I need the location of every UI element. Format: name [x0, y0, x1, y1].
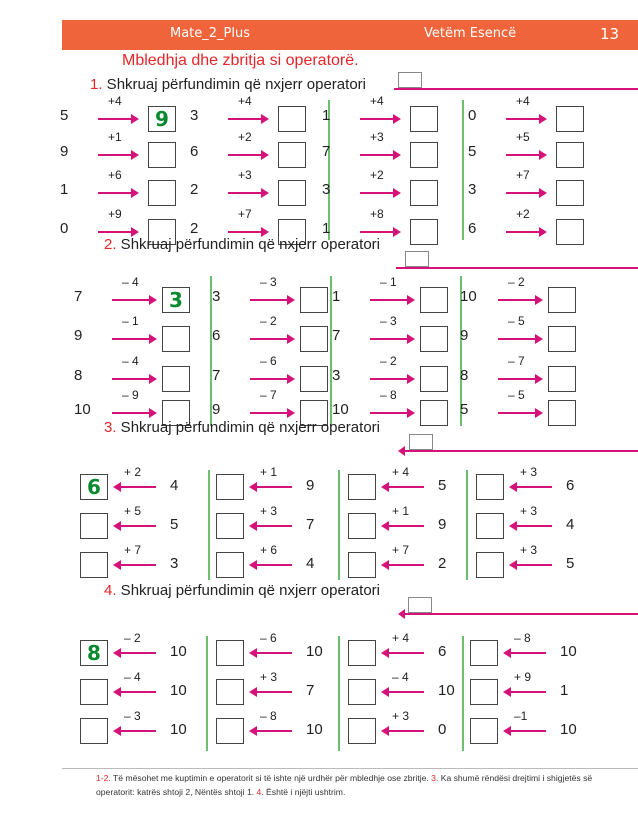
- operator-arrow-icon: [116, 486, 156, 488]
- operator-arrow-icon: [370, 338, 412, 340]
- operator-arrow-icon: [384, 486, 424, 488]
- start-number: 10: [74, 401, 91, 418]
- answer-box[interactable]: [80, 679, 108, 705]
- operator-arrow-icon: [506, 730, 546, 732]
- start-number: 3: [468, 181, 477, 198]
- operator-arrow-icon: [400, 613, 638, 615]
- start-number: 10: [332, 401, 349, 418]
- operator-arrow-icon: [250, 378, 292, 380]
- start-number: 1: [560, 682, 569, 699]
- operator-label: – 7: [260, 388, 277, 402]
- operator-label: –1: [514, 709, 528, 723]
- answer-box[interactable]: [80, 552, 108, 578]
- start-number: 9: [460, 327, 469, 344]
- operator-label: – 6: [260, 631, 277, 645]
- operator-arrow-icon: [98, 118, 136, 120]
- start-number: 2: [190, 181, 199, 198]
- operator-arrow-icon: [112, 378, 154, 380]
- operator-arrow-icon: [250, 412, 292, 414]
- answer-box[interactable]: [162, 326, 190, 352]
- start-number: 6: [566, 477, 575, 494]
- operator-label: + 1: [392, 504, 410, 518]
- start-number: 4: [306, 555, 315, 572]
- answer-box[interactable]: [148, 180, 176, 206]
- operator-label: +2: [238, 130, 252, 144]
- column-divider: [466, 470, 468, 580]
- operator-arrow-icon: [370, 412, 412, 414]
- operator-label: +2: [516, 207, 530, 221]
- operator-label: – 8: [380, 388, 397, 402]
- start-number: 7: [306, 516, 315, 533]
- answer-box[interactable]: [216, 513, 244, 539]
- start-number: 5: [438, 477, 447, 494]
- start-number: 10: [170, 721, 187, 738]
- answer-box[interactable]: [410, 142, 438, 168]
- start-number: 4: [170, 477, 179, 494]
- operator-arrow-icon: [116, 730, 156, 732]
- operator-arrow-icon: [250, 299, 292, 301]
- answer-box[interactable]: [348, 513, 376, 539]
- start-number: 5: [60, 107, 69, 124]
- start-number: 0: [60, 220, 69, 237]
- answer-box[interactable]: 8: [80, 640, 108, 666]
- operator-arrow-icon: [228, 231, 266, 233]
- operator-label: +7: [516, 168, 530, 182]
- start-number: 2: [438, 555, 447, 572]
- operator-arrow-icon: [512, 486, 552, 488]
- start-number: 4: [566, 516, 575, 533]
- operator-box-icon: [398, 72, 422, 88]
- note-ref-3: 3.: [431, 773, 439, 783]
- operator-label: + 3: [520, 504, 538, 518]
- start-number: 2: [190, 220, 199, 237]
- start-number: 3: [190, 107, 199, 124]
- note-ref-1-2: 1-2.: [96, 773, 111, 783]
- operator-arrow-icon: [384, 652, 424, 654]
- note-text-1: Të mësohet me kuptimin e operatorit si të ishte një urdhër për mbledhje ose zbritje.: [110, 773, 432, 783]
- answer-box[interactable]: [548, 366, 576, 392]
- operator-arrow-icon: [252, 730, 292, 732]
- operator-arrow-icon: [228, 154, 266, 156]
- answer-box[interactable]: [348, 718, 376, 744]
- answer-box[interactable]: [548, 287, 576, 313]
- section-instruction: Shkruaj përfundimin që nxjerr operatori: [116, 419, 380, 436]
- operator-box-icon: [409, 434, 433, 450]
- start-number: 10: [170, 682, 187, 699]
- section-heading-4: [104, 582, 380, 599]
- operator-label: – 2: [260, 314, 277, 328]
- answer-box[interactable]: [410, 106, 438, 132]
- operator-label: +1: [108, 130, 122, 144]
- operator-label: +2: [370, 168, 384, 182]
- answer-box[interactable]: [420, 287, 448, 313]
- operator-label: +4: [108, 94, 122, 108]
- start-number: 3: [332, 367, 341, 384]
- operator-label: + 1: [260, 465, 278, 479]
- book-title: Mate_2_Plus: [170, 26, 251, 41]
- operator-arrow-icon: [116, 652, 156, 654]
- operator-label: + 3: [520, 543, 538, 557]
- operator-arrow-icon: [396, 267, 638, 269]
- operator-label: + 7: [124, 543, 142, 557]
- operator-label: +4: [370, 94, 384, 108]
- operator-label: – 5: [508, 388, 525, 402]
- answer-box[interactable]: [556, 219, 584, 245]
- answer-box[interactable]: [80, 718, 108, 744]
- operator-label: +8: [370, 207, 384, 221]
- answer-box[interactable]: [278, 106, 306, 132]
- start-number: 5: [460, 401, 469, 418]
- operator-arrow-icon: [116, 525, 156, 527]
- answer-box[interactable]: [548, 400, 576, 426]
- answer-box[interactable]: [476, 474, 504, 500]
- operator-arrow-icon: [360, 154, 398, 156]
- operator-label: + 7: [392, 543, 410, 557]
- operator-label: – 4: [124, 670, 141, 684]
- operator-arrow-icon: [400, 450, 638, 452]
- answer-box[interactable]: [420, 366, 448, 392]
- operator-label: – 1: [122, 314, 139, 328]
- operator-arrow-icon: [252, 525, 292, 527]
- teacher-note: [96, 771, 596, 799]
- operator-arrow-icon: [112, 299, 154, 301]
- section-number: 2.: [104, 236, 117, 253]
- operator-label: – 3: [124, 709, 141, 723]
- page-number: 13: [600, 25, 620, 43]
- operator-label: +3: [238, 168, 252, 182]
- start-number: 10: [438, 682, 455, 699]
- start-number: 7: [212, 367, 221, 384]
- operator-arrow-icon: [98, 192, 136, 194]
- operator-arrow-icon: [506, 118, 544, 120]
- operator-arrow-icon: [512, 525, 552, 527]
- operator-arrow-icon: [498, 412, 540, 414]
- operator-label: – 6: [260, 354, 277, 368]
- footer-divider: [62, 768, 638, 769]
- operator-arrow-icon: [252, 652, 292, 654]
- answer-box[interactable]: [348, 640, 376, 666]
- start-number: 3: [212, 288, 221, 305]
- operator-label: + 2: [124, 465, 142, 479]
- answer-box[interactable]: 3: [162, 287, 190, 313]
- operator-label: – 2: [508, 275, 525, 289]
- operator-label: – 4: [122, 354, 139, 368]
- operator-label: – 9: [122, 388, 139, 402]
- answer-box[interactable]: [300, 287, 328, 313]
- operator-label: + 5: [124, 504, 142, 518]
- start-number: 10: [560, 643, 577, 660]
- answer-box[interactable]: [556, 142, 584, 168]
- answer-box[interactable]: [216, 552, 244, 578]
- answer-box[interactable]: 6: [80, 474, 108, 500]
- operator-label: +6: [108, 168, 122, 182]
- answer-box[interactable]: [216, 474, 244, 500]
- answer-box[interactable]: [278, 142, 306, 168]
- operator-label: – 3: [260, 275, 277, 289]
- answer-box[interactable]: [420, 326, 448, 352]
- start-number: 7: [322, 143, 331, 160]
- section-number: 1.: [90, 76, 103, 93]
- operator-label: + 6: [260, 543, 278, 557]
- section-instruction: Shkruaj përfundimin që nxjerr operatori: [102, 76, 366, 93]
- start-number: 9: [212, 401, 221, 418]
- answer-box[interactable]: [348, 552, 376, 578]
- answer-box[interactable]: [80, 513, 108, 539]
- operator-label: – 4: [392, 670, 409, 684]
- operator-label: – 3: [380, 314, 397, 328]
- column-divider: [208, 470, 210, 580]
- start-number: 10: [170, 643, 187, 660]
- operator-label: + 3: [260, 504, 278, 518]
- operator-arrow-icon: [112, 412, 154, 414]
- answer-box[interactable]: [470, 640, 498, 666]
- operator-arrow-icon: [384, 525, 424, 527]
- answer-box[interactable]: [278, 180, 306, 206]
- answer-box[interactable]: [476, 513, 504, 539]
- operator-label: + 4: [392, 631, 410, 645]
- operator-arrow-icon: [228, 118, 266, 120]
- start-number: 6: [438, 643, 447, 660]
- operator-arrow-icon: [384, 691, 424, 693]
- operator-arrow-icon: [228, 192, 266, 194]
- section-number: 3.: [104, 419, 117, 436]
- start-number: 7: [332, 327, 341, 344]
- operator-label: – 5: [508, 314, 525, 328]
- start-number: 0: [468, 107, 477, 124]
- start-number: 3: [322, 181, 331, 198]
- operator-arrow-icon: [252, 691, 292, 693]
- start-number: 5: [170, 516, 179, 533]
- answer-box[interactable]: 9: [148, 106, 176, 132]
- start-number: 10: [306, 721, 323, 738]
- section-instruction: Shkruaj përfundimin që nxjerr operatori: [116, 582, 380, 599]
- operator-label: +9: [108, 207, 122, 221]
- operator-arrow-icon: [384, 564, 424, 566]
- start-number: 7: [306, 682, 315, 699]
- answer-box[interactable]: [216, 679, 244, 705]
- operator-label: +7: [238, 207, 252, 221]
- operator-arrow-icon: [360, 118, 398, 120]
- operator-arrow-icon: [498, 378, 540, 380]
- operator-arrow-icon: [506, 691, 546, 693]
- start-number: 10: [560, 721, 577, 738]
- operator-arrow-icon: [370, 299, 412, 301]
- edition-label: Vetëm Esencë: [424, 26, 517, 41]
- start-number: 9: [306, 477, 315, 494]
- operator-arrow-icon: [498, 299, 540, 301]
- start-number: 1: [60, 181, 69, 198]
- lesson-title: Mbledhja dhe zbritja si operatorë.: [122, 52, 359, 69]
- section-heading-2: [104, 236, 380, 253]
- answer-box[interactable]: [348, 474, 376, 500]
- operator-arrow-icon: [394, 88, 638, 90]
- operator-label: – 2: [380, 354, 397, 368]
- operator-label: + 3: [260, 670, 278, 684]
- operator-arrow-icon: [360, 192, 398, 194]
- start-number: 9: [438, 516, 447, 533]
- operator-arrow-icon: [252, 564, 292, 566]
- operator-arrow-icon: [252, 486, 292, 488]
- operator-arrow-icon: [506, 154, 544, 156]
- answer-box[interactable]: [300, 366, 328, 392]
- answer-box[interactable]: [148, 142, 176, 168]
- operator-label: +4: [516, 94, 530, 108]
- operator-arrow-icon: [512, 564, 552, 566]
- operator-arrow-icon: [98, 154, 136, 156]
- operator-arrow-icon: [360, 231, 398, 233]
- operator-label: – 8: [514, 631, 531, 645]
- start-number: 10: [306, 643, 323, 660]
- column-divider: [338, 470, 340, 580]
- start-number: 8: [74, 367, 83, 384]
- operator-label: +3: [370, 130, 384, 144]
- operator-arrow-icon: [116, 691, 156, 693]
- operator-arrow-icon: [370, 378, 412, 380]
- operator-arrow-icon: [112, 338, 154, 340]
- operator-arrow-icon: [384, 730, 424, 732]
- note-text-2: Ka shumë rëndësi drejtimi i shigjetës së operatorit: katrës shtoji 2, Nëntës shtoji 1.: [96, 773, 593, 797]
- operator-label: + 9: [514, 670, 532, 684]
- operator-arrow-icon: [116, 564, 156, 566]
- answer-box[interactable]: [216, 718, 244, 744]
- start-number: 10: [460, 288, 477, 305]
- section-number: 4.: [104, 582, 117, 599]
- answer-box[interactable]: [162, 366, 190, 392]
- answer-box[interactable]: [556, 180, 584, 206]
- section-heading-3: [104, 419, 380, 436]
- operator-arrow-icon: [498, 338, 540, 340]
- answer-box[interactable]: [556, 106, 584, 132]
- operator-label: +5: [516, 130, 530, 144]
- column-divider: [462, 100, 464, 240]
- operator-arrow-icon: [250, 338, 292, 340]
- operator-arrow-icon: [98, 231, 136, 233]
- section-instruction: Shkruaj përfundimin që nxjerr operatori: [116, 236, 380, 253]
- answer-box[interactable]: [470, 679, 498, 705]
- answer-box[interactable]: [348, 679, 376, 705]
- start-number: 1: [322, 220, 331, 237]
- start-number: 6: [190, 143, 199, 160]
- start-number: 9: [74, 327, 83, 344]
- operator-box-icon: [408, 597, 432, 613]
- page-header: [62, 20, 638, 50]
- answer-box[interactable]: [548, 326, 576, 352]
- operator-label: + 4: [392, 465, 410, 479]
- operator-label: – 7: [508, 354, 525, 368]
- operator-box-icon: [405, 251, 429, 267]
- column-divider: [462, 636, 464, 751]
- answer-box[interactable]: [476, 552, 504, 578]
- operator-label: – 4: [122, 275, 139, 289]
- operator-label: – 2: [124, 631, 141, 645]
- start-number: 7: [74, 288, 83, 305]
- operator-arrow-icon: [506, 652, 546, 654]
- start-number: 1: [332, 288, 341, 305]
- start-number: 5: [468, 143, 477, 160]
- start-number: 8: [460, 367, 469, 384]
- start-number: 1: [322, 107, 331, 124]
- answer-box[interactable]: [300, 326, 328, 352]
- note-ref-4: 4.: [256, 787, 264, 797]
- answer-box[interactable]: [410, 219, 438, 245]
- operator-arrow-icon: [506, 231, 544, 233]
- operator-label: – 1: [380, 275, 397, 289]
- note-text-3: Është i njëjti ushtrim.: [263, 787, 346, 797]
- start-number: 0: [438, 721, 447, 738]
- start-number: 6: [212, 327, 221, 344]
- operator-label: +4: [238, 94, 252, 108]
- answer-box[interactable]: [410, 180, 438, 206]
- start-number: 6: [468, 220, 477, 237]
- section-heading-1: [90, 76, 366, 93]
- operator-label: – 8: [260, 709, 277, 723]
- operator-arrow-icon: [506, 192, 544, 194]
- operator-label: + 3: [392, 709, 410, 723]
- start-number: 9: [60, 143, 69, 160]
- answer-box[interactable]: [470, 718, 498, 744]
- column-divider: [206, 636, 208, 751]
- start-number: 5: [566, 555, 575, 572]
- answer-box[interactable]: [420, 400, 448, 426]
- answer-box[interactable]: [216, 640, 244, 666]
- operator-label: + 3: [520, 465, 538, 479]
- start-number: 3: [170, 555, 179, 572]
- column-divider: [338, 636, 340, 751]
